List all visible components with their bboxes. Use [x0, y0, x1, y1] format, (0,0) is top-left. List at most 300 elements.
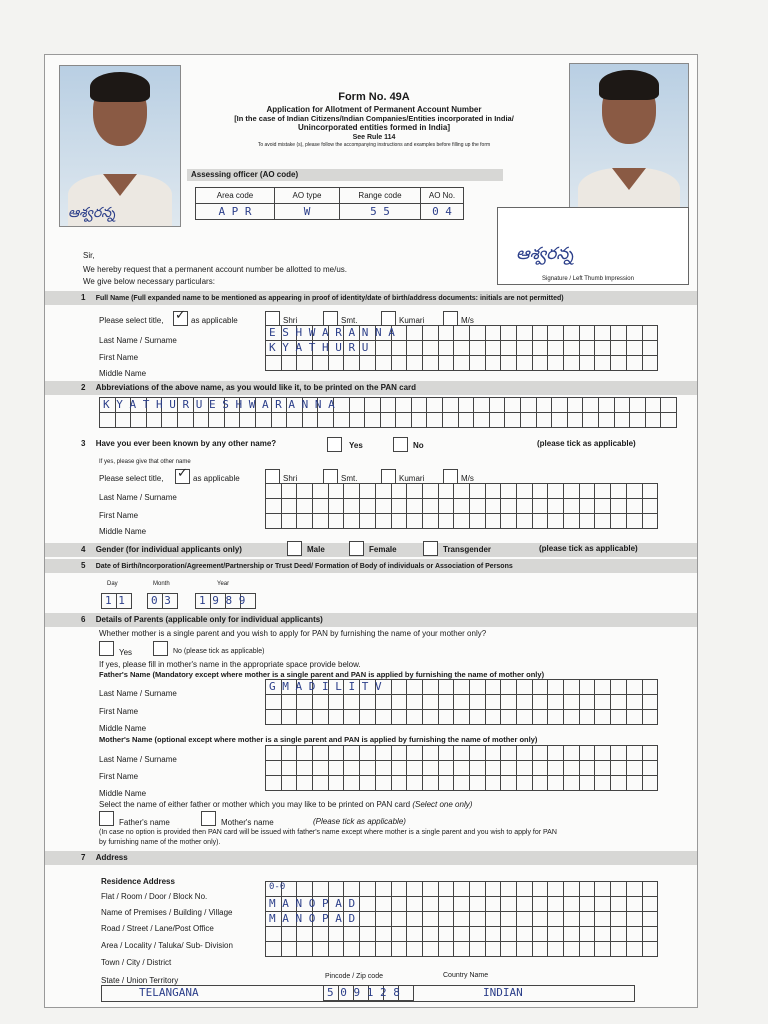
char-box[interactable]: [517, 499, 533, 514]
char-box[interactable]: [517, 514, 533, 529]
char-box[interactable]: [439, 761, 455, 776]
char-box[interactable]: [521, 413, 537, 428]
char-box[interactable]: [583, 413, 599, 428]
char-box[interactable]: [423, 326, 439, 341]
char-box[interactable]: [501, 514, 517, 529]
char-box[interactable]: [423, 897, 439, 912]
char-box[interactable]: [580, 499, 596, 514]
char-box[interactable]: [627, 776, 643, 791]
char-box[interactable]: [334, 398, 350, 413]
char-box[interactable]: [548, 776, 564, 791]
char-box[interactable]: [564, 695, 580, 710]
char-box[interactable]: [266, 761, 282, 776]
char-box[interactable]: [599, 413, 615, 428]
char-box[interactable]: [318, 413, 334, 428]
char-box[interactable]: [392, 942, 408, 957]
char-box[interactable]: [501, 484, 517, 499]
char-box[interactable]: [454, 912, 470, 927]
char-box[interactable]: [627, 484, 643, 499]
char-box[interactable]: [423, 761, 439, 776]
char-box[interactable]: [344, 927, 360, 942]
char-box[interactable]: [517, 356, 533, 371]
char-box[interactable]: [282, 499, 298, 514]
char-box[interactable]: [580, 761, 596, 776]
char-box[interactable]: [548, 710, 564, 725]
char-box[interactable]: [407, 927, 423, 942]
char-box[interactable]: [501, 710, 517, 725]
char-box[interactable]: [533, 761, 549, 776]
char-box[interactable]: [533, 484, 549, 499]
char-box[interactable]: [548, 514, 564, 529]
s3-smt-checkbox[interactable]: [323, 469, 338, 484]
char-box[interactable]: [313, 761, 329, 776]
char-box[interactable]: [627, 710, 643, 725]
char-box[interactable]: [533, 326, 549, 341]
char-box[interactable]: [595, 710, 611, 725]
char-box[interactable]: [344, 499, 360, 514]
char-box[interactable]: [470, 710, 486, 725]
char-box[interactable]: [470, 927, 486, 942]
char-box[interactable]: [470, 761, 486, 776]
char-box[interactable]: [329, 514, 345, 529]
char-box[interactable]: [486, 942, 502, 957]
char-box[interactable]: [454, 326, 470, 341]
char-box[interactable]: [297, 356, 313, 371]
char-box[interactable]: [313, 882, 329, 897]
char-box[interactable]: [568, 398, 584, 413]
char-box[interactable]: [517, 776, 533, 791]
char-box[interactable]: [595, 761, 611, 776]
char-box[interactable]: [501, 746, 517, 761]
char-box[interactable]: [627, 897, 643, 912]
char-box[interactable]: [595, 695, 611, 710]
char-box[interactable]: [474, 413, 490, 428]
char-box[interactable]: [533, 356, 549, 371]
char-box[interactable]: [454, 680, 470, 695]
char-box[interactable]: [423, 942, 439, 957]
char-box[interactable]: [627, 356, 643, 371]
char-box[interactable]: [533, 942, 549, 957]
char-box[interactable]: [501, 680, 517, 695]
char-box[interactable]: [521, 398, 537, 413]
char-box[interactable]: [396, 413, 412, 428]
s6-father-name-checkbox[interactable]: [99, 811, 114, 826]
char-box[interactable]: [376, 499, 392, 514]
char-box[interactable]: [412, 398, 428, 413]
char-box[interactable]: [282, 356, 298, 371]
char-box[interactable]: [350, 413, 366, 428]
char-box[interactable]: [470, 942, 486, 957]
char-box[interactable]: [517, 341, 533, 356]
char-box[interactable]: [266, 356, 282, 371]
char-box[interactable]: [595, 942, 611, 957]
char-box[interactable]: [501, 942, 517, 957]
char-box[interactable]: [392, 680, 408, 695]
s1-shri-checkbox[interactable]: [265, 311, 280, 326]
char-box[interactable]: [407, 499, 423, 514]
char-box[interactable]: [266, 695, 282, 710]
char-box[interactable]: [344, 942, 360, 957]
char-box[interactable]: [225, 413, 241, 428]
char-box[interactable]: [439, 514, 455, 529]
char-box[interactable]: [486, 710, 502, 725]
char-box[interactable]: [470, 912, 486, 927]
char-box[interactable]: [533, 927, 549, 942]
char-box[interactable]: [643, 746, 659, 761]
char-box[interactable]: [643, 514, 659, 529]
char-box[interactable]: [470, 776, 486, 791]
char-box[interactable]: [611, 882, 627, 897]
char-box[interactable]: [548, 326, 564, 341]
char-box[interactable]: [643, 356, 659, 371]
char-box[interactable]: [580, 514, 596, 529]
char-box[interactable]: [454, 695, 470, 710]
char-box[interactable]: [564, 897, 580, 912]
char-box[interactable]: [580, 695, 596, 710]
char-box[interactable]: [376, 356, 392, 371]
char-box[interactable]: [595, 341, 611, 356]
char-box[interactable]: [313, 710, 329, 725]
char-box[interactable]: [344, 484, 360, 499]
char-box[interactable]: [486, 897, 502, 912]
char-box[interactable]: [407, 942, 423, 957]
char-box[interactable]: [407, 680, 423, 695]
char-box[interactable]: [392, 746, 408, 761]
char-box[interactable]: [329, 484, 345, 499]
char-box[interactable]: [501, 499, 517, 514]
char-box[interactable]: [517, 882, 533, 897]
char-box[interactable]: [329, 746, 345, 761]
char-box[interactable]: [501, 776, 517, 791]
char-box[interactable]: [611, 326, 627, 341]
char-box[interactable]: [548, 882, 564, 897]
char-box[interactable]: [486, 499, 502, 514]
char-box[interactable]: [611, 746, 627, 761]
char-box[interactable]: [329, 695, 345, 710]
s3-name-grid[interactable]: [265, 483, 658, 529]
char-box[interactable]: [552, 413, 568, 428]
char-box[interactable]: [297, 484, 313, 499]
char-box[interactable]: [344, 761, 360, 776]
char-box[interactable]: [470, 680, 486, 695]
char-box[interactable]: [423, 484, 439, 499]
char-box[interactable]: [661, 413, 677, 428]
char-box[interactable]: [627, 326, 643, 341]
char-box[interactable]: [630, 413, 646, 428]
char-box[interactable]: [595, 356, 611, 371]
char-box[interactable]: [360, 710, 376, 725]
char-box[interactable]: [486, 912, 502, 927]
char-box[interactable]: [266, 499, 282, 514]
char-box[interactable]: [439, 897, 455, 912]
char-box[interactable]: [580, 484, 596, 499]
char-box[interactable]: [147, 413, 163, 428]
char-box[interactable]: [627, 341, 643, 356]
char-box[interactable]: [533, 912, 549, 927]
char-box[interactable]: [548, 912, 564, 927]
char-box[interactable]: [297, 882, 313, 897]
char-box[interactable]: [643, 776, 659, 791]
char-box[interactable]: [407, 514, 423, 529]
char-box[interactable]: [365, 398, 381, 413]
char-box[interactable]: [580, 746, 596, 761]
char-box[interactable]: [313, 695, 329, 710]
ao-area-value[interactable]: A P R: [196, 204, 275, 220]
char-box[interactable]: [564, 761, 580, 776]
char-box[interactable]: [392, 710, 408, 725]
char-box[interactable]: [344, 695, 360, 710]
char-box[interactable]: [627, 746, 643, 761]
char-box[interactable]: [548, 499, 564, 514]
char-box[interactable]: [439, 680, 455, 695]
char-box[interactable]: [329, 356, 345, 371]
char-box[interactable]: [548, 761, 564, 776]
char-box[interactable]: [439, 356, 455, 371]
char-box[interactable]: [313, 776, 329, 791]
char-box[interactable]: [643, 484, 659, 499]
char-box[interactable]: [454, 341, 470, 356]
char-box[interactable]: [439, 942, 455, 957]
char-box[interactable]: [297, 776, 313, 791]
char-box[interactable]: [595, 912, 611, 927]
char-box[interactable]: [517, 484, 533, 499]
char-box[interactable]: [392, 341, 408, 356]
char-box[interactable]: [282, 927, 298, 942]
char-box[interactable]: [643, 326, 659, 341]
char-box[interactable]: [360, 746, 376, 761]
char-box[interactable]: [423, 912, 439, 927]
char-box[interactable]: [266, 942, 282, 957]
char-box[interactable]: [454, 882, 470, 897]
char-box[interactable]: [454, 942, 470, 957]
char-box[interactable]: [580, 927, 596, 942]
char-box[interactable]: [564, 484, 580, 499]
char-box[interactable]: [486, 514, 502, 529]
char-box[interactable]: [580, 942, 596, 957]
char-box[interactable]: [334, 413, 350, 428]
char-box[interactable]: [548, 695, 564, 710]
char-box[interactable]: [564, 912, 580, 927]
char-box[interactable]: [580, 912, 596, 927]
char-box[interactable]: [533, 341, 549, 356]
char-box[interactable]: [427, 398, 443, 413]
char-box[interactable]: [611, 710, 627, 725]
char-box[interactable]: [282, 761, 298, 776]
char-box[interactable]: [376, 912, 392, 927]
char-box[interactable]: [564, 326, 580, 341]
char-box[interactable]: [611, 761, 627, 776]
s6-mother-name-checkbox[interactable]: [201, 811, 216, 826]
char-box[interactable]: [376, 927, 392, 942]
char-box[interactable]: [297, 514, 313, 529]
char-box[interactable]: [423, 746, 439, 761]
char-box[interactable]: [313, 514, 329, 529]
ao-type-value[interactable]: W: [275, 204, 340, 220]
char-box[interactable]: [533, 882, 549, 897]
char-box[interactable]: [643, 680, 659, 695]
char-box[interactable]: [486, 882, 502, 897]
char-box[interactable]: [486, 326, 502, 341]
char-box[interactable]: [501, 897, 517, 912]
char-box[interactable]: [407, 882, 423, 897]
char-box[interactable]: [630, 398, 646, 413]
char-box[interactable]: [240, 413, 256, 428]
char-box[interactable]: [297, 942, 313, 957]
char-box[interactable]: [209, 413, 225, 428]
char-box[interactable]: [611, 484, 627, 499]
char-box[interactable]: [537, 398, 553, 413]
char-box[interactable]: [501, 882, 517, 897]
char-box[interactable]: [564, 499, 580, 514]
char-box[interactable]: [470, 746, 486, 761]
char-box[interactable]: [454, 484, 470, 499]
char-box[interactable]: [131, 413, 147, 428]
s4-male-checkbox[interactable]: [287, 541, 302, 556]
char-box[interactable]: [313, 484, 329, 499]
char-box[interactable]: [627, 695, 643, 710]
char-box[interactable]: [329, 499, 345, 514]
char-box[interactable]: [595, 882, 611, 897]
char-box[interactable]: [439, 776, 455, 791]
char-box[interactable]: [360, 912, 376, 927]
char-box[interactable]: [611, 942, 627, 957]
char-box[interactable]: [643, 942, 659, 957]
char-box[interactable]: [423, 776, 439, 791]
char-box[interactable]: [329, 710, 345, 725]
char-box[interactable]: [392, 882, 408, 897]
char-box[interactable]: [344, 882, 360, 897]
char-box[interactable]: [376, 710, 392, 725]
s3-shri-checkbox[interactable]: [265, 469, 280, 484]
char-box[interactable]: [505, 398, 521, 413]
char-box[interactable]: [439, 341, 455, 356]
char-box[interactable]: [517, 680, 533, 695]
char-box[interactable]: [548, 897, 564, 912]
char-box[interactable]: [162, 413, 178, 428]
char-box[interactable]: [517, 761, 533, 776]
char-box[interactable]: [329, 882, 345, 897]
char-box[interactable]: [116, 413, 132, 428]
char-box[interactable]: [282, 710, 298, 725]
char-box[interactable]: [344, 356, 360, 371]
char-box[interactable]: [505, 413, 521, 428]
s1-smt-checkbox[interactable]: [323, 311, 338, 326]
char-box[interactable]: [392, 912, 408, 927]
char-box[interactable]: [282, 746, 298, 761]
char-box[interactable]: [439, 882, 455, 897]
char-box[interactable]: [454, 776, 470, 791]
char-box[interactable]: [439, 695, 455, 710]
char-box[interactable]: [627, 942, 643, 957]
char-box[interactable]: [454, 499, 470, 514]
char-box[interactable]: [611, 341, 627, 356]
char-box[interactable]: [454, 746, 470, 761]
char-box[interactable]: [297, 710, 313, 725]
char-box[interactable]: [423, 499, 439, 514]
char-box[interactable]: [459, 398, 475, 413]
char-box[interactable]: [486, 927, 502, 942]
s3-kumari-checkbox[interactable]: [381, 469, 396, 484]
char-box[interactable]: [439, 499, 455, 514]
char-box[interactable]: [376, 341, 392, 356]
char-box[interactable]: [459, 413, 475, 428]
char-box[interactable]: [661, 398, 677, 413]
char-box[interactable]: [423, 514, 439, 529]
char-box[interactable]: [533, 514, 549, 529]
char-box[interactable]: [439, 710, 455, 725]
char-box[interactable]: [266, 484, 282, 499]
char-box[interactable]: [272, 413, 288, 428]
char-box[interactable]: [568, 413, 584, 428]
char-box[interactable]: [643, 882, 659, 897]
char-box[interactable]: [470, 695, 486, 710]
char-box[interactable]: [423, 356, 439, 371]
s1-ms-checkbox[interactable]: [443, 311, 458, 326]
char-box[interactable]: [376, 746, 392, 761]
char-box[interactable]: [615, 413, 631, 428]
char-box[interactable]: [423, 695, 439, 710]
char-box[interactable]: [423, 882, 439, 897]
char-box[interactable]: [360, 942, 376, 957]
char-box[interactable]: [423, 710, 439, 725]
char-box[interactable]: [454, 927, 470, 942]
char-box[interactable]: [564, 882, 580, 897]
char-box[interactable]: [297, 761, 313, 776]
char-box[interactable]: [564, 514, 580, 529]
char-box[interactable]: [580, 897, 596, 912]
char-box[interactable]: [580, 882, 596, 897]
char-box[interactable]: [517, 326, 533, 341]
char-box[interactable]: [595, 927, 611, 942]
char-box[interactable]: [517, 897, 533, 912]
char-box[interactable]: [329, 942, 345, 957]
char-box[interactable]: [564, 927, 580, 942]
char-box[interactable]: [313, 356, 329, 371]
char-box[interactable]: [303, 413, 319, 428]
char-box[interactable]: [360, 897, 376, 912]
char-box[interactable]: [266, 514, 282, 529]
char-box[interactable]: [407, 356, 423, 371]
char-box[interactable]: [627, 514, 643, 529]
char-box[interactable]: [407, 912, 423, 927]
char-box[interactable]: [344, 514, 360, 529]
char-box[interactable]: [443, 398, 459, 413]
char-box[interactable]: [470, 356, 486, 371]
char-box[interactable]: [564, 746, 580, 761]
char-box[interactable]: [454, 761, 470, 776]
char-box[interactable]: [360, 484, 376, 499]
char-box[interactable]: [194, 413, 210, 428]
char-box[interactable]: [376, 942, 392, 957]
char-box[interactable]: [297, 927, 313, 942]
char-box[interactable]: [392, 356, 408, 371]
char-box[interactable]: [313, 746, 329, 761]
char-box[interactable]: [470, 897, 486, 912]
char-box[interactable]: [407, 341, 423, 356]
char-box[interactable]: [470, 484, 486, 499]
char-box[interactable]: [392, 514, 408, 529]
char-box[interactable]: [564, 356, 580, 371]
char-box[interactable]: [454, 710, 470, 725]
s6-no-checkbox[interactable]: [153, 641, 168, 656]
char-box[interactable]: [580, 680, 596, 695]
char-box[interactable]: [595, 897, 611, 912]
char-box[interactable]: [407, 897, 423, 912]
char-box[interactable]: [595, 680, 611, 695]
char-box[interactable]: [564, 680, 580, 695]
char-box[interactable]: [533, 776, 549, 791]
s3-ms-checkbox[interactable]: [443, 469, 458, 484]
